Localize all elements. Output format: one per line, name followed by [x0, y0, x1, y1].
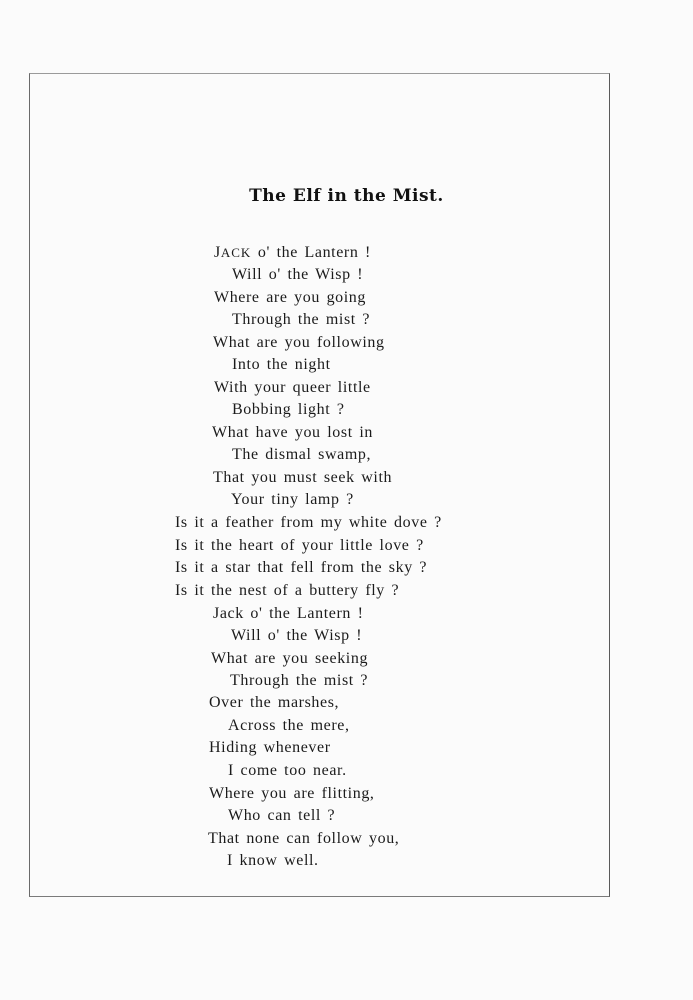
poem-line: Is it the heart of your little love ?: [175, 537, 424, 554]
poem-line: Jack o' the Lantern !: [213, 605, 364, 622]
poem-line: What are you following: [213, 334, 385, 351]
poem-line: Will o' the Wisp !: [232, 266, 364, 283]
poem-line: Where you are flitting,: [209, 785, 375, 802]
poem-line: Is it the nest of a buttery fly ?: [175, 582, 400, 599]
poem-line: Through the mist ?: [232, 311, 371, 328]
poem-line: Over the marshes,: [209, 694, 340, 711]
poem-line: JACK o' the Lantern !: [214, 244, 371, 261]
poem-line: I come too near.: [228, 762, 347, 779]
poem-title: The Elf in the Mist.: [249, 186, 444, 206]
poem-line: I know well.: [227, 852, 319, 869]
poem-line: That you must seek with: [213, 469, 393, 486]
poem-line: Your tiny lamp ?: [231, 491, 354, 508]
poem-line: With your queer little: [214, 379, 371, 396]
poem-line: Is it a star that fell from the sky ?: [175, 559, 428, 576]
poem-line: What are you seeking: [211, 650, 369, 667]
poem-line: Will o' the Wisp !: [231, 627, 363, 644]
poem-line: The dismal swamp,: [232, 446, 372, 463]
poem-line: Across the mere,: [228, 717, 350, 734]
poem-line: Hiding whenever: [209, 739, 331, 756]
poem-line: Is it a feather from my white dove ?: [175, 514, 442, 531]
poem-line: What have you lost in: [212, 424, 374, 441]
poem-line: Where are you going: [214, 289, 367, 306]
poem-line: Into the night: [232, 356, 331, 373]
poem-line: Through the mist ?: [230, 672, 369, 689]
poem-line: That none can follow you,: [208, 830, 400, 847]
poem-line: Bobbing light ?: [232, 401, 345, 418]
poem-line: Who can tell ?: [228, 807, 336, 824]
